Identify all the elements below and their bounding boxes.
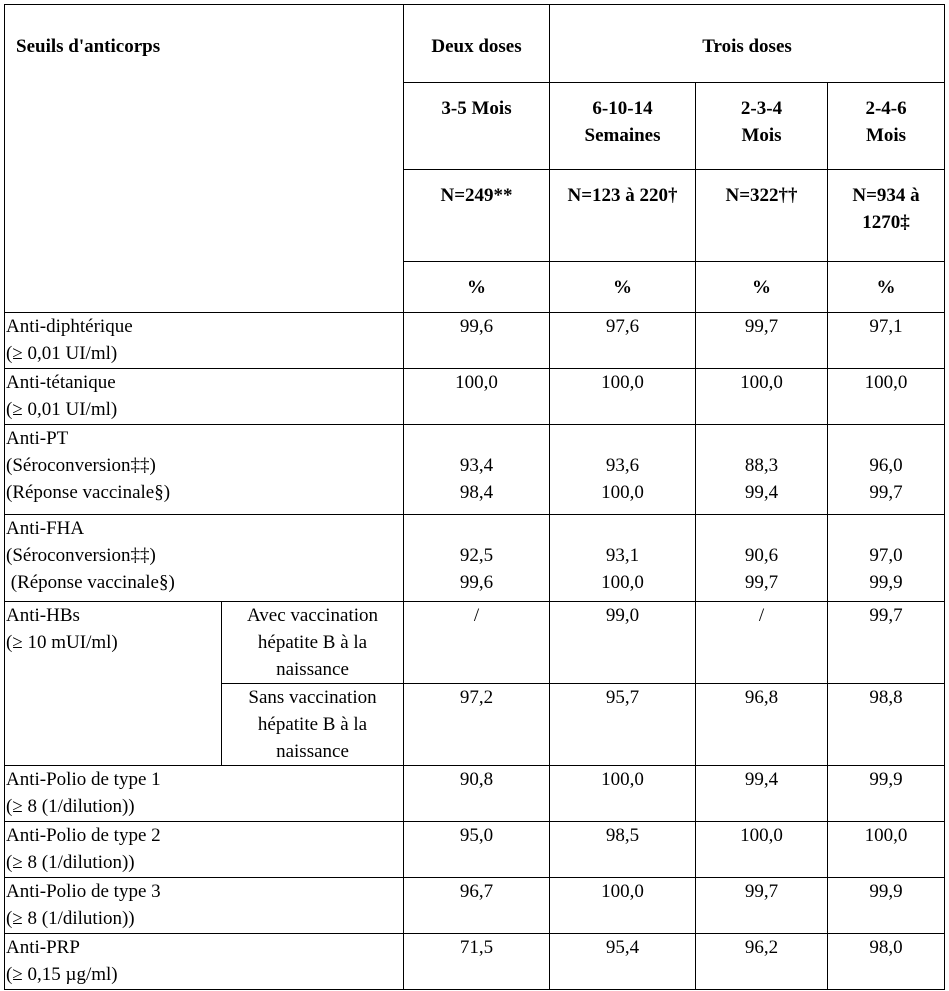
sub-label-line: naissance	[276, 659, 349, 680]
table-row	[5, 822, 945, 878]
value-line: 93,6	[605, 455, 640, 476]
n-header	[550, 170, 696, 262]
antibody-label	[5, 515, 404, 602]
schedule-line: 2-4-6	[865, 98, 907, 119]
value-line: 99,6	[459, 572, 494, 593]
value-cell	[404, 425, 550, 515]
table-row	[5, 878, 945, 934]
antibody-label	[5, 878, 404, 934]
antibody-label-line: (≥ 0,01 UI/ml)	[6, 399, 118, 420]
value-cell: 100,0	[828, 369, 945, 425]
antibody-response-table	[4, 4, 945, 990]
value-cell: 100,0	[696, 822, 828, 878]
n-line: N=123 à 220†	[567, 185, 678, 206]
value-cell: 97,1	[828, 313, 945, 369]
value-line: 98,4	[459, 482, 494, 503]
n-header	[828, 170, 945, 262]
schedule-header	[404, 83, 550, 170]
value-cell	[404, 515, 550, 602]
value-line: 99,4	[744, 482, 779, 503]
sub-label-line: Sans vaccination	[248, 687, 377, 708]
antibody-label	[5, 822, 404, 878]
value-line: 93,1	[605, 545, 640, 566]
value-cell: 99,9	[828, 766, 945, 822]
value-line: 96,0	[869, 455, 903, 476]
n-header	[696, 170, 828, 262]
value-cell: 99,7	[696, 878, 828, 934]
value-line: 92,5	[459, 545, 494, 566]
value-cell: 96,8	[696, 684, 828, 766]
antibody-label-line: (≥ 0,15 µg/ml)	[6, 964, 118, 985]
value-cell: 99,4	[696, 766, 828, 822]
value-cell: 100,0	[696, 369, 828, 425]
antibody-label-line: (Séroconversion‡‡)	[6, 545, 156, 566]
percent-header: %	[828, 262, 945, 313]
n-line: N=934 à	[852, 185, 920, 206]
value-line: 99,9	[869, 572, 903, 593]
value-cell: 90,8	[404, 766, 550, 822]
value-line: 100,0	[601, 572, 644, 593]
value-line: 99,7	[869, 482, 903, 503]
value-cell: 100,0	[404, 369, 550, 425]
value-cell: 99,9	[828, 878, 945, 934]
value-cell: 95,4	[550, 934, 696, 990]
value-cell	[550, 425, 696, 515]
n-header	[404, 170, 550, 262]
header-deux-doses: Deux doses	[404, 5, 550, 83]
antibody-label-line: Anti-tétanique	[6, 372, 116, 393]
value-cell: 95,7	[550, 684, 696, 766]
value-line: 93,4	[459, 455, 494, 476]
value-cell: 97,2	[404, 684, 550, 766]
value-cell	[828, 425, 945, 515]
antibody-label-line: (≥ 8 (1/dilution))	[6, 852, 135, 873]
n-line: 1270‡	[862, 212, 910, 233]
sub-label-line: hépatite B à la	[257, 714, 368, 735]
antibody-label	[5, 766, 404, 822]
schedule-header	[550, 83, 696, 170]
value-line: 97,0	[869, 545, 903, 566]
value-cell	[696, 515, 828, 602]
antibody-label-line: (Réponse vaccinale§)	[6, 482, 171, 503]
table-row	[5, 602, 945, 684]
antibody-label-line: Anti-Polio de type 1	[6, 769, 161, 790]
value-cell: 100,0	[550, 766, 696, 822]
antibody-label	[5, 369, 404, 425]
value-line: 88,3	[744, 455, 779, 476]
table-row	[5, 313, 945, 369]
hbs-sub-label	[222, 684, 404, 766]
antibody-label	[5, 602, 222, 766]
value-cell: 100,0	[550, 878, 696, 934]
value-cell: 98,5	[550, 822, 696, 878]
antibody-label-line: (≥ 0,01 UI/ml)	[6, 343, 118, 364]
n-line: N=249**	[440, 185, 513, 206]
value-cell: /	[696, 602, 828, 684]
value-line: 90,6	[744, 545, 779, 566]
percent-header: %	[404, 262, 550, 313]
sub-label-line: Avec vaccination	[247, 605, 378, 626]
antibody-label-line: (≥ 8 (1/dilution))	[6, 908, 135, 929]
schedule-header	[696, 83, 828, 170]
schedule-line: 2-3-4	[740, 98, 783, 119]
antibody-label-line: (Séroconversion‡‡)	[6, 455, 156, 476]
value-cell: 95,0	[404, 822, 550, 878]
value-cell: 96,2	[696, 934, 828, 990]
schedule-header	[828, 83, 945, 170]
sub-label-line: naissance	[276, 741, 349, 762]
antibody-label	[5, 934, 404, 990]
value-cell: 71,5	[404, 934, 550, 990]
schedule-line: Mois	[741, 125, 782, 146]
value-cell: 100,0	[828, 822, 945, 878]
value-cell	[550, 515, 696, 602]
antibody-label-line: Anti-PRP	[6, 937, 80, 958]
sub-label-line: hépatite B à la	[257, 632, 368, 653]
value-cell: 99,0	[550, 602, 696, 684]
value-cell: 100,0	[550, 369, 696, 425]
antibody-label-line: Anti-FHA	[6, 518, 85, 539]
header-seuils: Seuils d'anticorps	[5, 5, 404, 313]
value-line: 100,0	[601, 482, 644, 503]
table-row	[5, 369, 945, 425]
schedule-line: Mois	[865, 125, 907, 146]
antibody-label-line: (≥ 10 mUI/ml)	[6, 632, 118, 653]
table-row	[5, 515, 945, 602]
schedule-line: 3-5 Mois	[441, 98, 512, 119]
antibody-label-line: Anti-Polio de type 3	[6, 881, 161, 902]
value-cell: 99,6	[404, 313, 550, 369]
value-cell: 97,6	[550, 313, 696, 369]
percent-header: %	[550, 262, 696, 313]
antibody-label-line: Anti-Polio de type 2	[6, 825, 161, 846]
value-line: 99,7	[744, 572, 779, 593]
value-cell: 96,7	[404, 878, 550, 934]
antibody-label	[5, 425, 404, 515]
n-line: N=322††	[725, 185, 798, 206]
value-cell: 98,0	[828, 934, 945, 990]
value-cell	[696, 425, 828, 515]
hbs-sub-label	[222, 602, 404, 684]
antibody-label	[5, 313, 404, 369]
antibody-label-line: Anti-PT	[6, 428, 69, 449]
value-cell: 99,7	[828, 602, 945, 684]
antibody-label-line: (Réponse vaccinale§)	[6, 572, 175, 593]
antibody-label-line: Anti-HBs	[6, 605, 80, 626]
value-cell: /	[404, 602, 550, 684]
value-cell	[828, 515, 945, 602]
percent-header: %	[696, 262, 828, 313]
schedule-line: 6-10-14	[592, 98, 653, 119]
table-row	[5, 425, 945, 515]
value-cell: 98,8	[828, 684, 945, 766]
table-row	[5, 934, 945, 990]
schedule-line: Semaines	[584, 125, 661, 146]
header-trois-doses: Trois doses	[550, 5, 945, 83]
value-cell: 99,7	[696, 313, 828, 369]
table-row	[5, 766, 945, 822]
antibody-label-line: Anti-diphtérique	[6, 316, 133, 337]
antibody-label-line: (≥ 8 (1/dilution))	[6, 796, 135, 817]
